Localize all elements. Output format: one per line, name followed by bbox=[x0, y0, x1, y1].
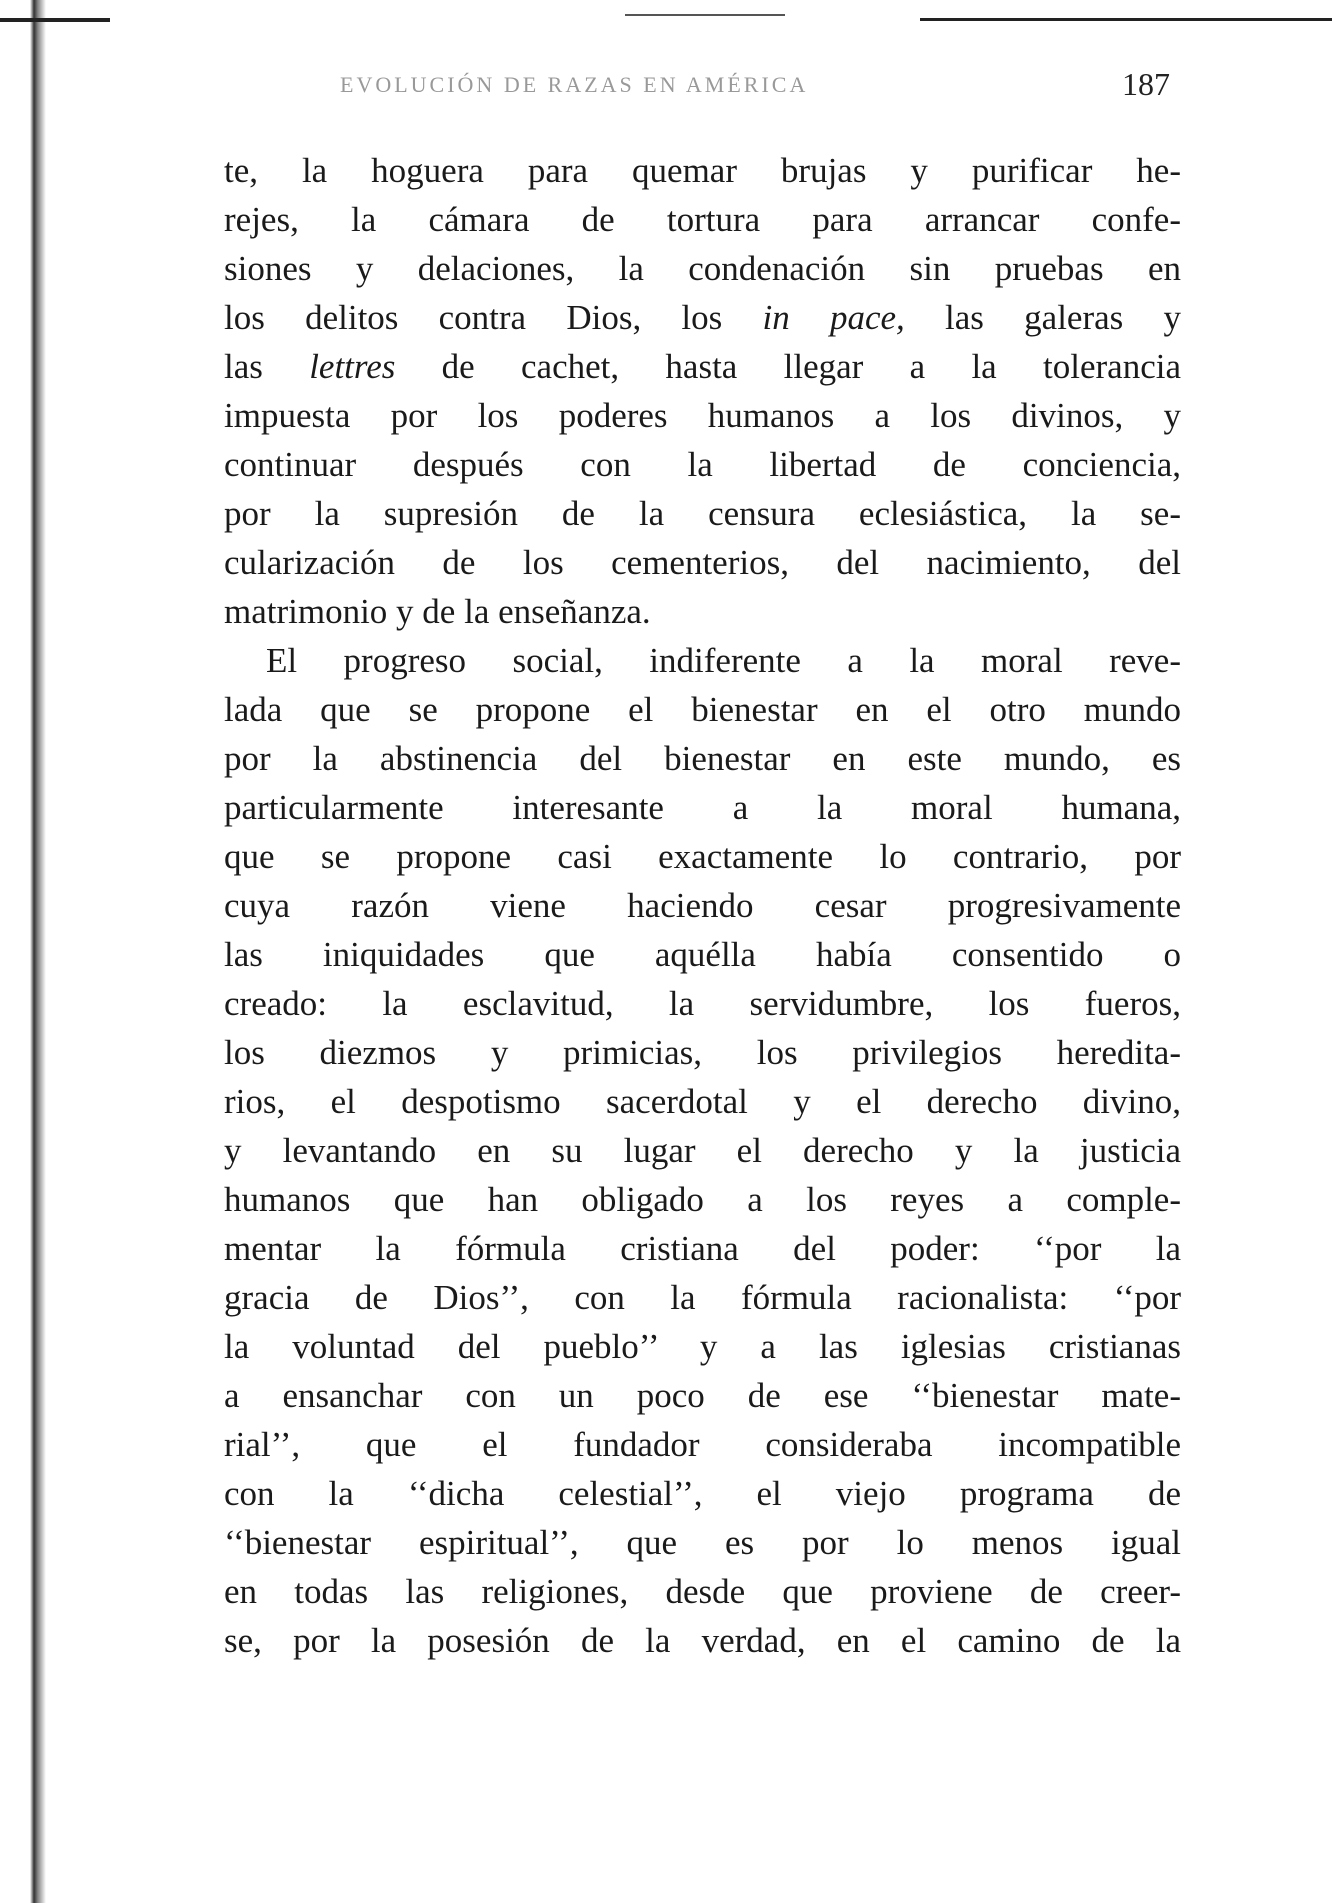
text-segment: las galeras y bbox=[904, 298, 1182, 337]
page-number: 187 bbox=[1122, 66, 1170, 102]
text-segment: por la supresión de la censura eclesiástica, la se- bbox=[224, 494, 1181, 533]
text-line-content bbox=[224, 494, 1181, 533]
text-line-content bbox=[224, 690, 1181, 729]
top-rule-center bbox=[625, 14, 785, 16]
text-line-content bbox=[224, 1376, 1181, 1415]
text-segment: humanos que han obligado a los reyes a comple- bbox=[224, 1180, 1181, 1219]
text-line bbox=[224, 195, 1181, 244]
italic-text: in pace, bbox=[762, 298, 905, 337]
text-segment: cularización de los cementerios, del nacimiento, del bbox=[224, 543, 1181, 582]
text-segment: la voluntad del pueblo’’ y a las iglesias cristianas bbox=[224, 1327, 1181, 1366]
text-segment: creado: la esclavitud, la servidumbre, los fueros, bbox=[224, 984, 1181, 1023]
text-segment: los diezmos y primicias, los privilegios heredita- bbox=[224, 1033, 1181, 1072]
text-segment: rejes, la cámara de tortura para arrancar confe- bbox=[224, 200, 1181, 239]
text-line-content bbox=[224, 396, 1181, 435]
text-line bbox=[224, 391, 1181, 440]
text-line-content bbox=[266, 641, 1181, 680]
text-line bbox=[224, 1028, 1181, 1077]
text-line bbox=[224, 342, 1181, 391]
text-line bbox=[224, 1273, 1181, 1322]
text-segment: y levantando en su lugar el derecho y la justicia bbox=[224, 1131, 1181, 1170]
text-line bbox=[224, 1224, 1181, 1273]
text-line-content bbox=[224, 151, 1181, 190]
text-line-content bbox=[224, 935, 1181, 974]
page-header bbox=[340, 66, 1170, 112]
text-line-content bbox=[224, 1425, 1181, 1464]
text-line-content bbox=[224, 739, 1181, 778]
italic-text: lettres bbox=[309, 347, 396, 386]
text-segment: rial’’, que el fundador consideraba incompatible bbox=[224, 1425, 1181, 1464]
running-title: EVOLUCIÓN DE RAZAS EN AMÉRICA bbox=[340, 72, 809, 97]
top-rule-left bbox=[0, 18, 110, 22]
text-line bbox=[224, 1420, 1181, 1469]
text-line bbox=[224, 734, 1181, 783]
text-segment: lada que se propone el bienestar en el otro mundo bbox=[224, 690, 1181, 729]
text-line bbox=[224, 293, 1181, 342]
text-segment: se, por la posesión de la verdad, en el camino de la bbox=[224, 1621, 1181, 1660]
text-line bbox=[224, 1126, 1181, 1175]
text-line bbox=[224, 1077, 1181, 1126]
text-line-content bbox=[224, 1278, 1181, 1317]
text-segment: las iniquidades que aquélla había consentido o bbox=[224, 935, 1181, 974]
text-line bbox=[224, 1567, 1181, 1616]
text-line bbox=[224, 1469, 1181, 1518]
text-line-content bbox=[224, 1180, 1181, 1219]
text-line bbox=[224, 1371, 1181, 1420]
text-segment: mentar la fórmula cristiana del poder: ‘‘por la bbox=[224, 1229, 1181, 1268]
text-segment: El progreso social, indiferente a la moral reve- bbox=[266, 641, 1181, 680]
text-line-content bbox=[224, 886, 1181, 925]
text-line-content bbox=[224, 1033, 1181, 1072]
text-line-content bbox=[224, 445, 1181, 484]
text-line-content bbox=[224, 200, 1181, 239]
text-line bbox=[224, 1518, 1181, 1567]
text-segment: por la abstinencia del bienestar en este mundo, es bbox=[224, 739, 1181, 778]
text-line bbox=[224, 832, 1181, 881]
text-line-content bbox=[224, 984, 1181, 1023]
text-segment: impuesta por los poderes humanos a los divinos, y bbox=[224, 396, 1181, 435]
text-line bbox=[224, 440, 1181, 489]
text-line bbox=[224, 587, 1181, 636]
text-segment: matrimonio y de la enseñanza. bbox=[224, 592, 651, 631]
page-body-text bbox=[224, 146, 1181, 1665]
text-segment: en todas las religiones, desde que proviene de creer- bbox=[224, 1572, 1181, 1611]
text-segment: te, la hoguera para quemar brujas y purificar he- bbox=[224, 151, 1181, 190]
text-segment: las bbox=[224, 347, 310, 386]
text-line-content bbox=[224, 1474, 1181, 1513]
text-segment: los delitos contra Dios, los bbox=[224, 298, 763, 337]
text-line-content bbox=[224, 347, 1181, 386]
text-segment: cuya razón viene haciendo cesar progresivamente bbox=[224, 886, 1181, 925]
text-segment: gracia de Dios’’, con la fórmula racionalista: ‘‘por bbox=[224, 1278, 1181, 1317]
text-segment: con la ‘‘dicha celestial’’, el viejo programa de bbox=[224, 1474, 1181, 1513]
text-line-content bbox=[224, 1131, 1181, 1170]
text-segment: de cachet, hasta llegar a la tolerancia bbox=[395, 347, 1181, 386]
text-line bbox=[224, 636, 1181, 685]
text-line bbox=[224, 1322, 1181, 1371]
text-line-content bbox=[224, 1229, 1181, 1268]
text-line bbox=[224, 1175, 1181, 1224]
text-line bbox=[224, 881, 1181, 930]
text-line-content bbox=[224, 298, 1181, 337]
text-line bbox=[224, 244, 1181, 293]
text-line bbox=[224, 1616, 1181, 1665]
text-line bbox=[224, 538, 1181, 587]
text-line-content bbox=[224, 1082, 1181, 1121]
text-segment: a ensanchar con un poco de ese ‘‘bienestar mate- bbox=[224, 1376, 1181, 1415]
text-segment: siones y delaciones, la condenación sin pruebas en bbox=[224, 249, 1181, 288]
top-rule-right bbox=[920, 18, 1332, 21]
text-line-content bbox=[224, 1523, 1181, 1562]
text-line-content bbox=[224, 1621, 1181, 1660]
text-line bbox=[224, 146, 1181, 195]
book-spine-shadow bbox=[0, 0, 50, 1903]
text-segment: rios, el despotismo sacerdotal y el derecho divino, bbox=[224, 1082, 1181, 1121]
text-line-content bbox=[224, 543, 1181, 582]
text-line bbox=[224, 979, 1181, 1028]
text-segment: particularmente interesante a la moral humana, bbox=[224, 788, 1181, 827]
text-segment: continuar después con la libertad de conciencia, bbox=[224, 445, 1181, 484]
text-segment: ‘‘bienestar espiritual’’, que es por lo menos igual bbox=[224, 1523, 1181, 1562]
text-line bbox=[224, 489, 1181, 538]
text-line bbox=[224, 783, 1181, 832]
text-line-content bbox=[224, 592, 651, 631]
text-line bbox=[224, 685, 1181, 734]
text-line-content bbox=[224, 1327, 1181, 1366]
text-segment: que se propone casi exactamente lo contrario, por bbox=[224, 837, 1181, 876]
text-line-content bbox=[224, 837, 1181, 876]
text-line-content bbox=[224, 788, 1181, 827]
text-line-content bbox=[224, 249, 1181, 288]
text-line bbox=[224, 930, 1181, 979]
text-line-content bbox=[224, 1572, 1181, 1611]
